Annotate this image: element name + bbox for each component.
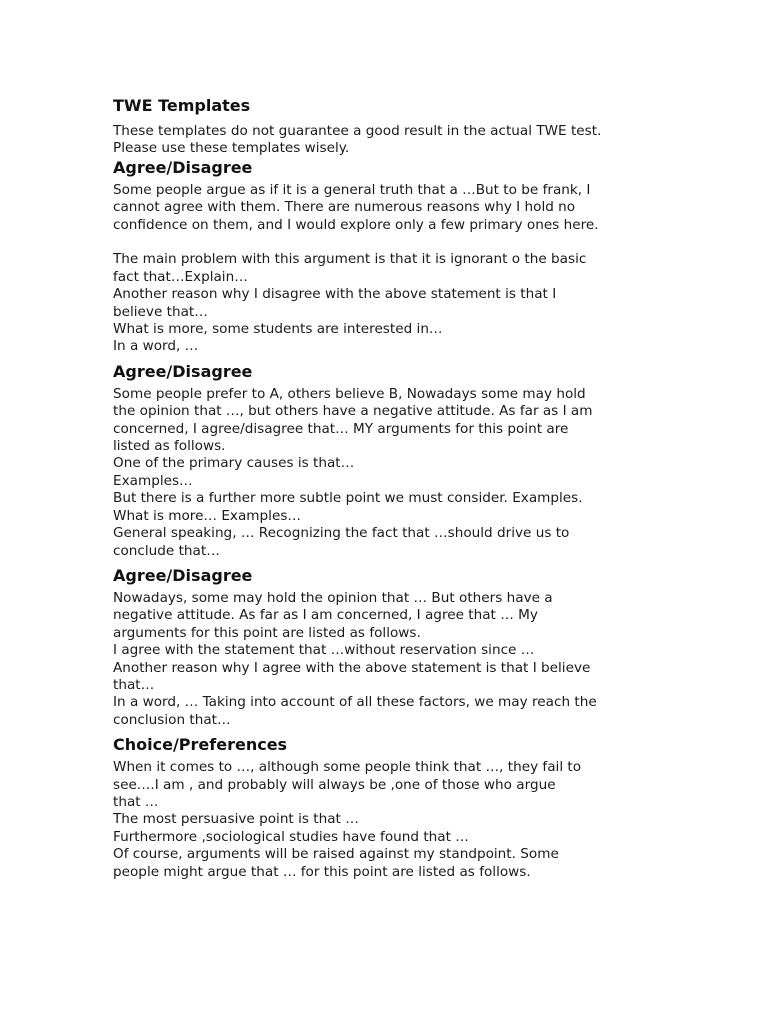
section-body — [113, 386, 653, 560]
text-line: that … — [113, 793, 159, 810]
text-line: But there is a further more subtle point we must consider. Examples. — [113, 490, 583, 507]
text-line: What is more, some students are interested in… — [113, 321, 443, 338]
section-heading: Choice/Preferences — [113, 735, 288, 755]
section-1 — [113, 158, 653, 356]
intro-paragraph — [113, 123, 653, 158]
text-line: believe that… — [113, 303, 208, 320]
text-line: I agree with the statement that …without reservation since … — [113, 642, 535, 659]
text-line: General speaking, … Recognizing the fact that …should drive us to — [113, 525, 570, 542]
text-line: the opinion that …, but others have a negative attitude. As far as I am — [113, 403, 593, 420]
text-line: Of course, arguments will be raised against my standpoint. Some — [113, 846, 559, 863]
section-body — [113, 590, 653, 729]
text-line: Some people argue as if it is a general truth that a …But to be frank, I — [113, 181, 591, 198]
text-line: Furthermore ,sociological studies have found that … — [113, 828, 469, 845]
text-line: What is more… Examples… — [113, 507, 301, 524]
text-line: Some people prefer to A, others believe B, Nowadays some may hold — [113, 385, 586, 402]
section-heading: Agree/Disagree — [113, 157, 253, 177]
text-line: people might argue that … for this point are listed as follows. — [113, 863, 531, 880]
section-heading: Agree/Disagree — [113, 565, 253, 585]
document-title: TWE Templates — [113, 96, 251, 115]
text-line: see….I am , and probably will always be ,one of those who argue — [113, 776, 556, 793]
text-line: cannot agree with them. There are numerous reasons why I hold no — [113, 199, 576, 216]
paragraph-gap — [113, 234, 653, 251]
text-line: conclusion that… — [113, 711, 231, 728]
intro-line: Please use these templates wisely. — [113, 140, 350, 157]
intro-line: These templates do not guarantee a good result in the actual TWE test. — [113, 123, 602, 139]
text-line: Nowadays, some may hold the opinion that … But others have a — [113, 589, 553, 606]
text-line: In a word, … — [113, 338, 199, 355]
text-line: concerned, I agree/disagree that… MY arguments for this point are — [113, 420, 569, 437]
section-body — [113, 182, 653, 356]
text-line: listed as follows. — [113, 438, 226, 455]
section-heading: Agree/Disagree — [113, 361, 253, 381]
text-line: confidence on them, and I would explore only a few primary ones here. — [113, 216, 599, 233]
text-line: When it comes to …, although some people think that …, they fail to — [113, 759, 582, 776]
section-body — [113, 759, 653, 881]
section-2 — [113, 362, 653, 560]
text-line: The most persuasive point is that … — [113, 811, 359, 828]
text-line: conclude that… — [113, 542, 220, 559]
text-line: arguments for this point are listed as follows. — [113, 624, 421, 641]
text-line: negative attitude. As far as I am concerned, I agree that … My — [113, 607, 538, 624]
text-line: fact that…Explain… — [113, 268, 248, 285]
text-line: Examples… — [113, 472, 193, 489]
sections-container — [113, 158, 653, 881]
text-line: In a word, … Taking into account of all these factors, we may reach the — [113, 694, 597, 711]
text-line: Another reason why I disagree with the above statement is that I — [113, 286, 557, 303]
text-line: The main problem with this argument is that it is ignorant o the basic — [113, 251, 587, 268]
text-line: that… — [113, 676, 155, 693]
text-line: One of the primary causes is that… — [113, 455, 355, 472]
section-3 — [113, 566, 653, 729]
document-content — [113, 96, 653, 887]
section-4 — [113, 735, 653, 881]
text-line: Another reason why I agree with the above statement is that I believe — [113, 659, 591, 676]
